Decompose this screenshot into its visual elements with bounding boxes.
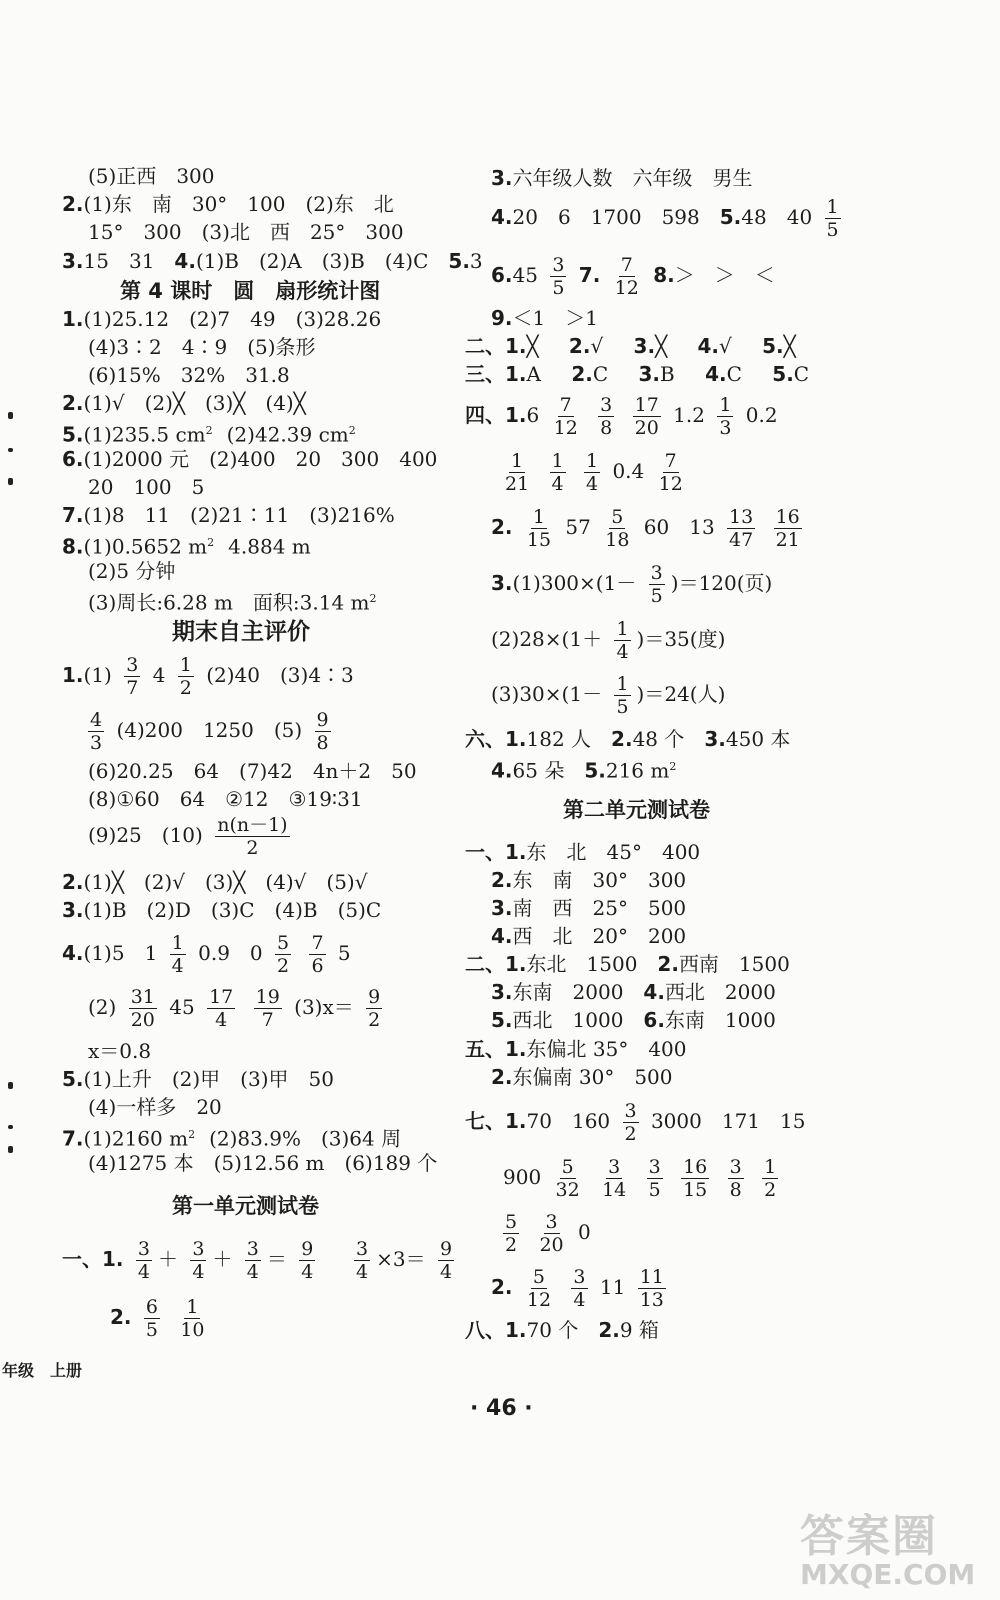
answer-line: (2) $\frac{31}{20}$ 45 $\frac{17}{4}$ $\frac{19}{7}$ (3)x＝ $\frac{9}{2}$ bbox=[88, 986, 381, 1031]
answer-line: 二、1.东北 1500 2.西南 1500 bbox=[465, 952, 790, 976]
answer-line: 8.(1)0.5652 $m^2$ 4.884 m bbox=[62, 534, 311, 559]
fraction: $\frac{3}{4}$ bbox=[356, 1238, 369, 1283]
answer-line: $\frac{5}{2}$ $\frac{3}{20}$ 0 bbox=[505, 1211, 591, 1256]
fraction: $\frac{7}{12}$ bbox=[553, 394, 578, 439]
answer-line: (8)①60 64 ②12 ③19∶31 bbox=[88, 787, 363, 811]
fraction: $\frac{3}{4}$ bbox=[573, 1266, 586, 1311]
answer-line: 2.(1)东 南 30° 100 (2)东 北 bbox=[62, 192, 394, 216]
fraction: $\frac{5}{2}$ bbox=[277, 932, 290, 977]
fraction: $\frac{1}{21}$ bbox=[505, 450, 530, 495]
answer-line: 2.(1)√ (2)╳ (3)╳ (4)╳ bbox=[62, 391, 306, 415]
answer-line: 5.(1)上升 (2)甲 (3)甲 50 bbox=[62, 1067, 334, 1091]
fraction: $\frac{3}{8}$ bbox=[600, 394, 613, 439]
answer-line: (4)3∶2 4∶9 (5)条形 bbox=[88, 335, 316, 359]
binding-mark bbox=[8, 412, 13, 419]
fraction: $\frac{16}{15}$ bbox=[683, 1156, 708, 1201]
answer-line: 二、1.╳ 2.√ 3.╳ 4.√ 5.╳ bbox=[465, 334, 796, 358]
answer-line: 3.六年级人数 六年级 男生 bbox=[491, 166, 753, 190]
fraction: $\frac{16}{21}$ bbox=[775, 506, 800, 551]
answer-line: 5.(1)235.5 $cm^2$ (2)42.39 $cm^2$ bbox=[62, 422, 356, 447]
answer-line: 4.(1)5 1 $\frac{1}{4}$ 0.9 0 $\frac{5}{2}$ $\frac{7}{6}$ 5 bbox=[62, 932, 351, 977]
answer-line: 一、1.东 北 45° 400 bbox=[465, 840, 701, 864]
watermark-text: 答案圈 bbox=[800, 1511, 938, 1562]
section-heading: 第 4 课时 圆 扇形统计图 bbox=[120, 279, 381, 303]
answer-line: 一、1. $\frac{3}{4}$ ＋ $\frac{3}{4}$ ＋ $\frac{3}{4}$ ＝ $\frac{9}{4}$ $\frac{3}{4}$ ×3＝ $\frac{9}{4}$ bbox=[62, 1238, 453, 1283]
watermark-url: MXQE.COM bbox=[800, 1558, 976, 1591]
answer-line: 20 100 5 bbox=[88, 475, 205, 499]
page-number: · 46 · bbox=[470, 1396, 533, 1421]
answer-line: 六、1.182 人 2.48 个 3.450 本 bbox=[465, 727, 791, 751]
answer-line: 6.45 $\frac{3}{5}$ 7. $\frac{7}{12}$ 8.＞ ＞ ＜ bbox=[491, 254, 775, 299]
fraction: $\frac{11}{13}$ bbox=[639, 1266, 664, 1311]
answer-line: 3.(1)B (2)D (3)C (4)B (5)C bbox=[62, 898, 382, 922]
answer-line: 4.65 朵 5.216 $m^2$ bbox=[491, 758, 677, 783]
fraction: $\frac{3}{2}$ bbox=[624, 1100, 637, 1145]
answer-line: (9)25 (10) $\frac{n(n-1)}{2}$ bbox=[88, 814, 288, 859]
answer-line: $\frac{1}{21}$ $\frac{1}{4}$ $\frac{1}{4}$ 0.4 $\frac{7}{12}$ bbox=[505, 450, 683, 495]
answer-line: 2. $\frac{6}{5}$ $\frac{1}{10}$ bbox=[110, 1296, 205, 1341]
section-heading: 期末自主评价 bbox=[172, 619, 310, 645]
answer-line: 三、1.A 2.C 3.B 4.C 5.C bbox=[465, 362, 810, 386]
answer-line: 4.20 6 1700 598 5.48 40 $\frac{1}{5}$ bbox=[491, 196, 839, 241]
answer-line: 2.东 南 30° 300 bbox=[491, 868, 687, 892]
fraction: $\frac{7}{12}$ bbox=[658, 450, 683, 495]
fraction: $\frac{9}{4}$ bbox=[301, 1238, 314, 1283]
fraction: $\frac{1}{4}$ bbox=[586, 450, 599, 495]
answer-line: (6)15% 32% 31.8 bbox=[88, 363, 290, 387]
watermark-logo bbox=[800, 1500, 990, 1595]
fraction: $\frac{n(n-1)}{2}$ bbox=[217, 814, 288, 859]
binding-mark bbox=[8, 1082, 13, 1089]
answer-line: 四、1.6 $\frac{7}{12}$ $\frac{3}{8}$ $\frac{17}{20}$ 1.2 $\frac{1}{3}$ 0.2 bbox=[465, 394, 778, 439]
fraction: $\frac{9}{8}$ bbox=[316, 709, 329, 754]
fraction: $\frac{3}{5}$ bbox=[552, 254, 565, 299]
fraction: $\frac{3}{8}$ bbox=[729, 1156, 742, 1201]
fraction: $\frac{5}{18}$ bbox=[605, 506, 630, 551]
fraction: $\frac{31}{20}$ bbox=[130, 986, 155, 1031]
answer-line: 15° 300 (3)北 西 25° 300 bbox=[88, 220, 404, 244]
answer-line: 4.西 北 20° 200 bbox=[491, 924, 687, 948]
answer-line: (5)正西 300 bbox=[88, 164, 215, 188]
answer-line: (3)30×(1－ $\frac{1}{5}$ )＝24(人) bbox=[491, 673, 726, 718]
binding-mark bbox=[8, 1146, 13, 1153]
answer-line: 五、1.东偏北 35° 400 bbox=[465, 1037, 687, 1061]
fraction: $\frac{3}{4}$ bbox=[137, 1238, 150, 1283]
fraction: $\frac{1}{10}$ bbox=[180, 1296, 205, 1341]
fraction: $\frac{6}{5}$ bbox=[145, 1296, 158, 1341]
answer-line: (4)1275 本 (5)12.56 m (6)189 个 bbox=[88, 1151, 438, 1175]
fraction: $\frac{1}{15}$ bbox=[526, 506, 552, 551]
answer-line: 2. $\frac{1}{15}$ 57 $\frac{5}{18}$ 60 13 $\frac{13}{47}$ $\frac{16}{21}$ bbox=[491, 506, 800, 551]
answer-line: 八、1.70 个 2.9 箱 bbox=[465, 1318, 659, 1342]
answer-line: 2.东偏南 30° 500 bbox=[491, 1065, 673, 1089]
fraction: $\frac{13}{47}$ bbox=[729, 506, 754, 551]
binding-mark bbox=[8, 1125, 13, 1129]
answer-line: 3.(1)300×(1－ $\frac{3}{5}$ )＝120(页) bbox=[491, 562, 773, 607]
fraction: $\frac{1}{4}$ bbox=[551, 450, 564, 495]
section-heading: 第二单元测试卷 bbox=[563, 798, 710, 822]
fraction: $\frac{1}{2}$ bbox=[179, 654, 192, 699]
answer-line: (2)28×(1＋ $\frac{1}{4}$ )＝35(度) bbox=[491, 618, 726, 663]
footer-grade-label: 年级 上册 bbox=[2, 1361, 83, 1380]
fraction: $\frac{1}{4}$ bbox=[171, 932, 184, 977]
fraction: $\frac{1}{4}$ bbox=[616, 618, 629, 663]
fraction: $\frac{1}{5}$ bbox=[826, 196, 839, 241]
fraction: $\frac{4}{3}$ bbox=[90, 709, 103, 754]
fraction: $\frac{17}{20}$ bbox=[634, 394, 659, 439]
answer-line: 5.西北 1000 6.东南 1000 bbox=[491, 1008, 776, 1032]
answer-line: 3.东南 2000 4.西北 2000 bbox=[491, 980, 776, 1004]
fraction: $\frac{3}{14}$ bbox=[602, 1156, 627, 1201]
fraction: $\frac{7}{6}$ bbox=[311, 932, 324, 977]
answer-line: 3.15 31 4.(1)B (2)A (3)B (4)C 5.3 bbox=[62, 249, 483, 273]
answer-line: 7.(1)2160 $m^2$ (2)83.9% (3)64 周 bbox=[62, 1126, 402, 1151]
fraction: $\frac{5}{2}$ bbox=[505, 1211, 518, 1256]
answer-line: 2.(1)╳ (2)√ (3)╳ (4)√ (5)√ bbox=[62, 870, 368, 894]
answer-line: 7.(1)8 11 (2)21∶11 (3)216% bbox=[62, 503, 395, 527]
fraction: $\frac{3}{5}$ bbox=[648, 1156, 661, 1201]
fraction: $\frac{9}{2}$ bbox=[368, 986, 381, 1031]
answer-line: 6.(1)2000 元 (2)400 20 300 400 bbox=[62, 447, 438, 471]
answer-line: 1.(1) $\frac{3}{7}$ 4 $\frac{1}{2}$ (2)40 (3)4∶3 bbox=[62, 654, 354, 699]
fraction: $\frac{3}{5}$ bbox=[650, 562, 663, 607]
fraction: $\frac{3}{4}$ bbox=[192, 1238, 205, 1283]
fraction: $\frac{1}{2}$ bbox=[764, 1156, 777, 1201]
fraction: $\frac{3}{4}$ bbox=[246, 1238, 259, 1283]
answer-line: 七、1.70 160 $\frac{3}{2}$ 3000 171 15 bbox=[465, 1100, 806, 1145]
answer-line: (2)5 分钟 bbox=[88, 559, 176, 583]
fraction: $\frac{3}{7}$ bbox=[126, 654, 139, 699]
binding-mark bbox=[8, 478, 13, 485]
fraction: $\frac{19}{7}$ bbox=[255, 986, 280, 1031]
fraction: $\frac{5}{12}$ bbox=[526, 1266, 552, 1311]
answer-line: (3)周长:6.28 m 面积:3.14 $m^2$ bbox=[88, 590, 377, 615]
fraction: $\frac{9}{4}$ bbox=[439, 1238, 453, 1283]
answer-line: 3.南 西 25° 500 bbox=[491, 896, 687, 920]
fraction: $\frac{1}{5}$ bbox=[616, 673, 629, 718]
answer-line: 900 $\frac{5}{32}$ $\frac{3}{14}$ $\frac{3}{5}$ $\frac{16}{15}$ $\frac{3}{8}$ $\frac{1}{2}$ bbox=[503, 1156, 777, 1201]
binding-mark bbox=[8, 448, 13, 452]
answer-line: 2. $\frac{5}{12}$ $\frac{3}{4}$ 11 $\frac{11}{13}$ bbox=[491, 1266, 664, 1311]
answer-line: x＝0.8 bbox=[88, 1039, 152, 1063]
answer-line: (6)20.25 64 (7)42 4n＋2 50 bbox=[88, 759, 417, 783]
fraction: $\frac{3}{20}$ bbox=[539, 1211, 564, 1256]
fraction: $\frac{17}{4}$ bbox=[209, 986, 234, 1031]
section-heading: 第一单元测试卷 bbox=[172, 1194, 319, 1218]
answer-line: 1.(1)25.12 (2)7 49 (3)28.26 bbox=[62, 307, 382, 331]
answer-line: (4)一样多 20 bbox=[88, 1095, 222, 1119]
fraction: $\frac{7}{12}$ bbox=[614, 254, 639, 299]
fraction: $\frac{5}{32}$ bbox=[555, 1156, 580, 1201]
answer-line: $\frac{4}{3}$ (4)200 1250 (5) $\frac{9}{8}$ bbox=[90, 709, 329, 754]
fraction: $\frac{1}{3}$ bbox=[719, 394, 732, 439]
answer-line: 9.＜1 ＞1 bbox=[491, 306, 598, 330]
